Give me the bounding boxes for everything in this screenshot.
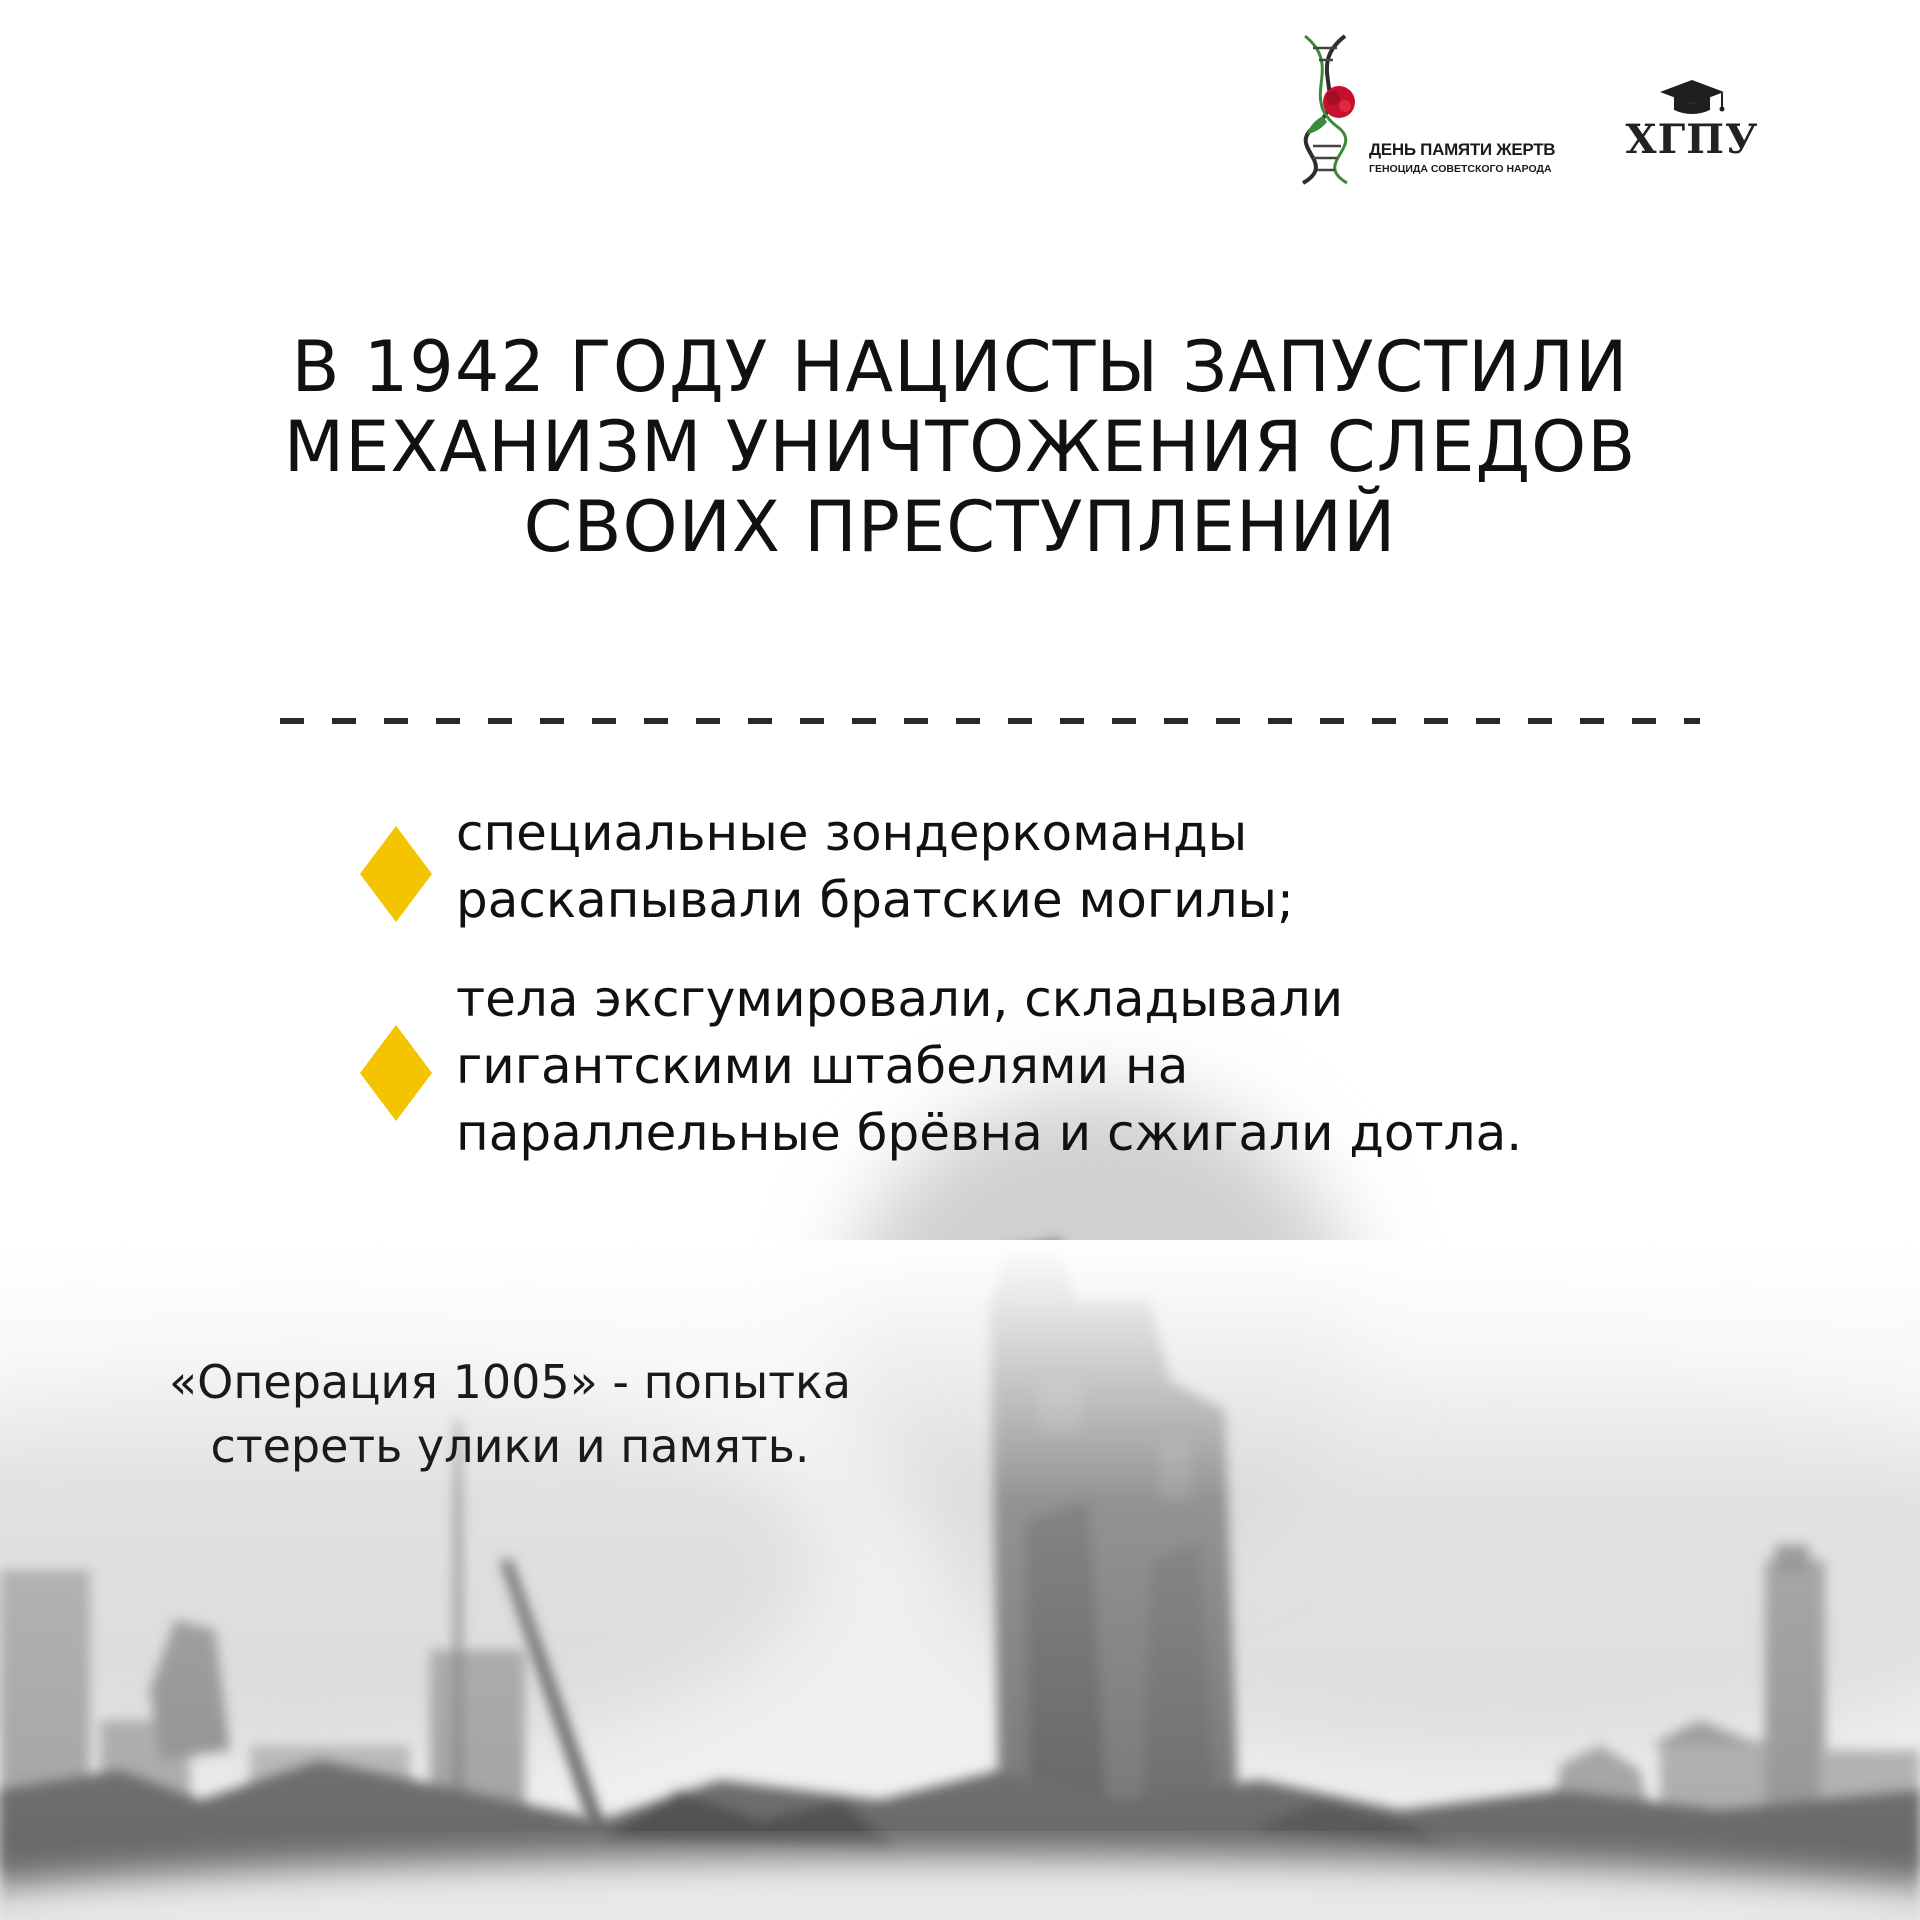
- memory-day-logo: [1283, 28, 1573, 188]
- dashed-divider: [280, 718, 1700, 724]
- fact-text: тела эксгумировали, складывали гигантскими штабелями на параллельные брёвна и сжигали дотла.: [456, 970, 1523, 1162]
- memory-day-logo-title: ДЕНЬ ПАМЯТИ ЖЕРТВ: [1369, 140, 1556, 159]
- university-abbreviation: ХГПУ: [1625, 116, 1759, 163]
- dna-rose-icon: [1283, 28, 1373, 188]
- fact-text: специальные зондеркоманды раскапывали братские могилы;: [456, 804, 1294, 929]
- graduation-cap-icon: [1612, 72, 1772, 122]
- memory-day-logo-subtitle: ГЕНОЦИДА СОВЕТСКОГО НАРОДА: [1369, 163, 1552, 175]
- headline: В 1942 ГОДУ НАЦИСТЫ ЗАПУСТИЛИ МЕХАНИЗМ УНИЧТОЖЕНИЯ СЛЕДОВ СВОИХ ПРЕСТУПЛЕНИЙ: [283, 326, 1637, 568]
- university-logo: [1612, 72, 1772, 172]
- operation-caption: «Операция 1005» - попытка стереть улики и память.: [168, 1355, 852, 1473]
